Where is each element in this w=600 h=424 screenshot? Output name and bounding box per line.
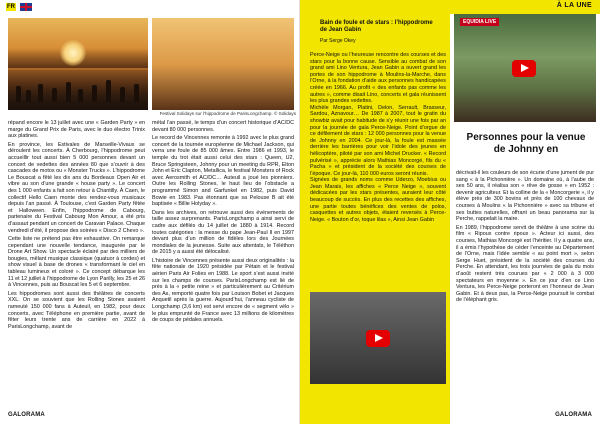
sun-glow [60,40,86,66]
equidia-logo: EQUIDIA LIVE [460,18,499,26]
play-button-icon[interactable] [366,330,390,347]
right-page [300,0,600,424]
article-column-right-1 [310,52,446,223]
crowd-silhouette [8,70,148,110]
paragraph: Les hippodromes sont aussi des théâtres de concerts XXL. On se souvient que les Rolling Stones avaient rameuté 150 000 fans à Auteuil, en 1982, pour deux concerts, avec Téléphone en première partie, avant de fêter leurs trente ans de carrière en 2022 à ParisLongchamp, avant de [8,290,145,330]
pullquote-title: Personnes pour la venue de Johnny en [466,132,586,155]
paragraph: En province, les Estivales de Marseille-Vivaux se déroulent les concerts. À Cherbourg, l’hippodrome peut accueillir tout aussi bien 5 000 personnes devant un concert de vedettes des années 80 que s’ouvrir à des cascades de motos ou « Monster Trucks ». L’hippodrome Le Bouscat a fêté les dix ans du Bordeaux Open Air et vibre au son d’une grande « house party ». Le concert des 1 000 enfants a fait son retour à Chantilly. À Caen, le collectif Hello Caen monte des rendez-vous musicaux depuis l’an passé. À Toulouse, c’est Garden Party fêtée et Halloween. Enfin, l’hippodrome de Cabourg, partenaire du Festival Cabourg Mon Amour, a été pris d’assaut pendant un concert de Caravan Palace. Chaque vendredi d’été, il propose des soirées « Disco 2 Chevo ». [8,141,145,234]
play-button-icon[interactable] [512,60,536,77]
magazine-footer-logo: GALORAMA [555,412,592,418]
video-embed-top[interactable] [454,14,596,122]
lang-fr-badge[interactable]: FR [7,4,15,10]
uk-flag-icon[interactable] [20,3,32,11]
photo-caption: Festival Solidays sur l’hippodrome de ParisLongchamp. © Solidays [159,111,296,116]
paragraph: Perce-Neige ou l’heureuse rencontre des courses et des stars pour la bonne cause. Sensible au combat de son grand ami Lino Ventura, Jean Gabin a ouvert grand les portes de son hippodrome à Moulins-la-Marche, dans l’Orne, à la fondation d’aide aux personnes handicapées créée en 1966. Au profit « des enfants pas comme les autres », comme disait Lino, concerts et gala réunissent les plus grandes vedettes. [310,52,446,105]
paragraph: métal l’an passé, le temps d’un concert historique d’AC/DC devant 80 000 personnes. [152,120,294,133]
paragraph: Cette liste ne prétend pas être exhaustive. On remarque cependant une nouvelle tendance, inaugurée par le Drone Art Show. Un spectacle éclairé par des milliers de bougies, mêlant musique classique (quatuor à cordes) et show visuel à base de drones « transformant le ciel en tableau lumineux et coloré ». Ce concept débarque les 11 et 12 juillet à l’hippodrome de Lyon Parilly, les 25 et 26 à Vincennes, puis au Bouscat les 5 et 6 septembre. [8,236,145,289]
section-tag: À LA UNE [556,2,592,9]
article-byline: Par Serge Okey [320,38,356,44]
paragraph: décrivait-il les couleurs de son écurie d’une jument de pur sang « à la Pichonnière ». Un domaine où, à l’aube de ses 50 ans, il réalisa son « rêve de gosse » en 1952 : devenir agriculteur. Et la colline de la « Moncorgerie », il y élève près de 300 bovins et près de 100 chevaux de courses à Moulins « la Pichonnière » avec sa tribune et ses buttes naturelles, offrant un beau panorama sur la Perche, rappelait la maire. [456,170,594,223]
paragraph: Dans les archives, on retrouve aussi des événements de taille assez surprenants. ParisLongchamp a ainsi servi de cadre aux défilés du 14 juillet de 1880 à 1914. Record toutes catégories : la messe du pape Jean-Paul II en 1997 devant plus d’un million de fidèles lors des Journées mondiales de la jeunesse. Suite aux attentats, le Téléthon de 2015 y a aussi été délocalisé. [152,209,294,256]
paragraph: Michèle Morgan, Platini, Delon, Serrault, Brasseur, Sardou, Aznavour… De 1987 à 2007, tout le gratin du showbiz avait pour habitude de s’y réunir une fois par an pour la journée de gala Perce-Neige. Point d’orgue de ce défilement de stars : 12 000 personnes pour la venue de Johnny en 2004. Ce jour-là, la foule est massée derrière les barrières pour voir l’idole des jeunes en hélicoptère, piloté par son ami Michel Drucker. « Record pulvérisé », apprécie alors Mathias Moncorgé, fils du « Pacha » et président de la société des courses de l’époque. Ce jour-là, 110 000 euros seront réunis. [310,104,446,177]
festival-photo [8,18,148,110]
festival-photo-wide [152,18,294,110]
paragraph: répand encore le 13 juillet avec une « Garden Party » en marge du Grand Prix de Paris, avec le duo électro Trinix aux platines. [8,120,145,140]
paragraph: En 1989, l’hippodrome servit de théâtre à une scène du film « Ripoux contre ripoux ». Acteur ici aussi, des courses, Mathias Moncorgé est l’héritier. Il y a quatre ans, il a émis l’hypothèse de céder l’enceinte au Département de l’Orne, mais l’idée semble « au point mort », selon Serge Huet, président de la société des courses du Perche. En attendant, les trois journées de gala du mois d’août restent très courues par « 2 000 à 3 000 spectateurs en moyenne ». En ce jour d’en ce Lino Ventura, les Perce-Neige porteront en l’honneur de Jean Gabin. Et à deux pas, la Perce-Neige poursuit le combat de l’éléphant gris. [456,224,594,304]
magazine-footer-logo: GALORAMA [8,412,45,418]
article-column-1 [8,120,145,332]
article-column-right-2 [456,170,594,306]
paragraph: L’histoire de Vincennes présente aussi deux originalités : la fête nationale de 1920 présidée par Pétain et le festival aérien Paris Air Folies en 1988. Le sport s’est aussi invité sur les champs de courses. ParisLongchamp est lié de près à la « petite reine » et particulièrement au Critérium des As, remporté quatre fois par Louison Bobet et Jacques Anquetil après la guerre. Aujourd’hui, l’anneau cycliste de Longchamp (3,6 km) est servi encore de « segment vélo » le plus emprunté de France avec 13 millions de kilomètres de coups de pédales annuels. [152,257,294,324]
article-headline: Bain de foule et de stars : l’hippodrome de Jean Gabin [320,20,433,33]
video-embed-bottom[interactable] [310,292,446,384]
paragraph: Le record de Vincennes remonte à 1992 avec le plus grand concert de la tournée européenne de Michael Jackson, qui verra une foule de 85 000 âmes. Entre 1986 et 1993, le temple du trot était aussi celui des stars : Queen, U2, Bruce Springsteen, Johnny pour un meeting du RPR, Elton John et Eric Clapton, Metallica, le festival Monsters of Rock avec Aerosmith et AC/DC… Auteuil a joué les pionniers. Outre les Rolling Stones, le haut lieu de l’obstacle a programmé Simon and Garfunkel en 1982, puis David Bowie en 1983. Pas étonnant que sa Pelouse B ait été baptisée « Billie Holyday ». [152,135,294,208]
right-topbar [300,0,600,14]
left-topbar [0,0,300,14]
article-column-2 [152,120,294,326]
paragraph: Signées de grands noms comme Uderzo, Moebius ou Jean Marais, les affiches « Perce Neige », souvent dédicacées par les stars présentes, auraient leur côté beaucoup de succès. En plus des recettes des affiches, une partie toutes bénéfices des ventes de polos, casquettes et autres objets, étaient reversés à Perce-Neige. « Bouton d’or, toque lilas », Ainsi Jean Gabin [310,177,446,223]
